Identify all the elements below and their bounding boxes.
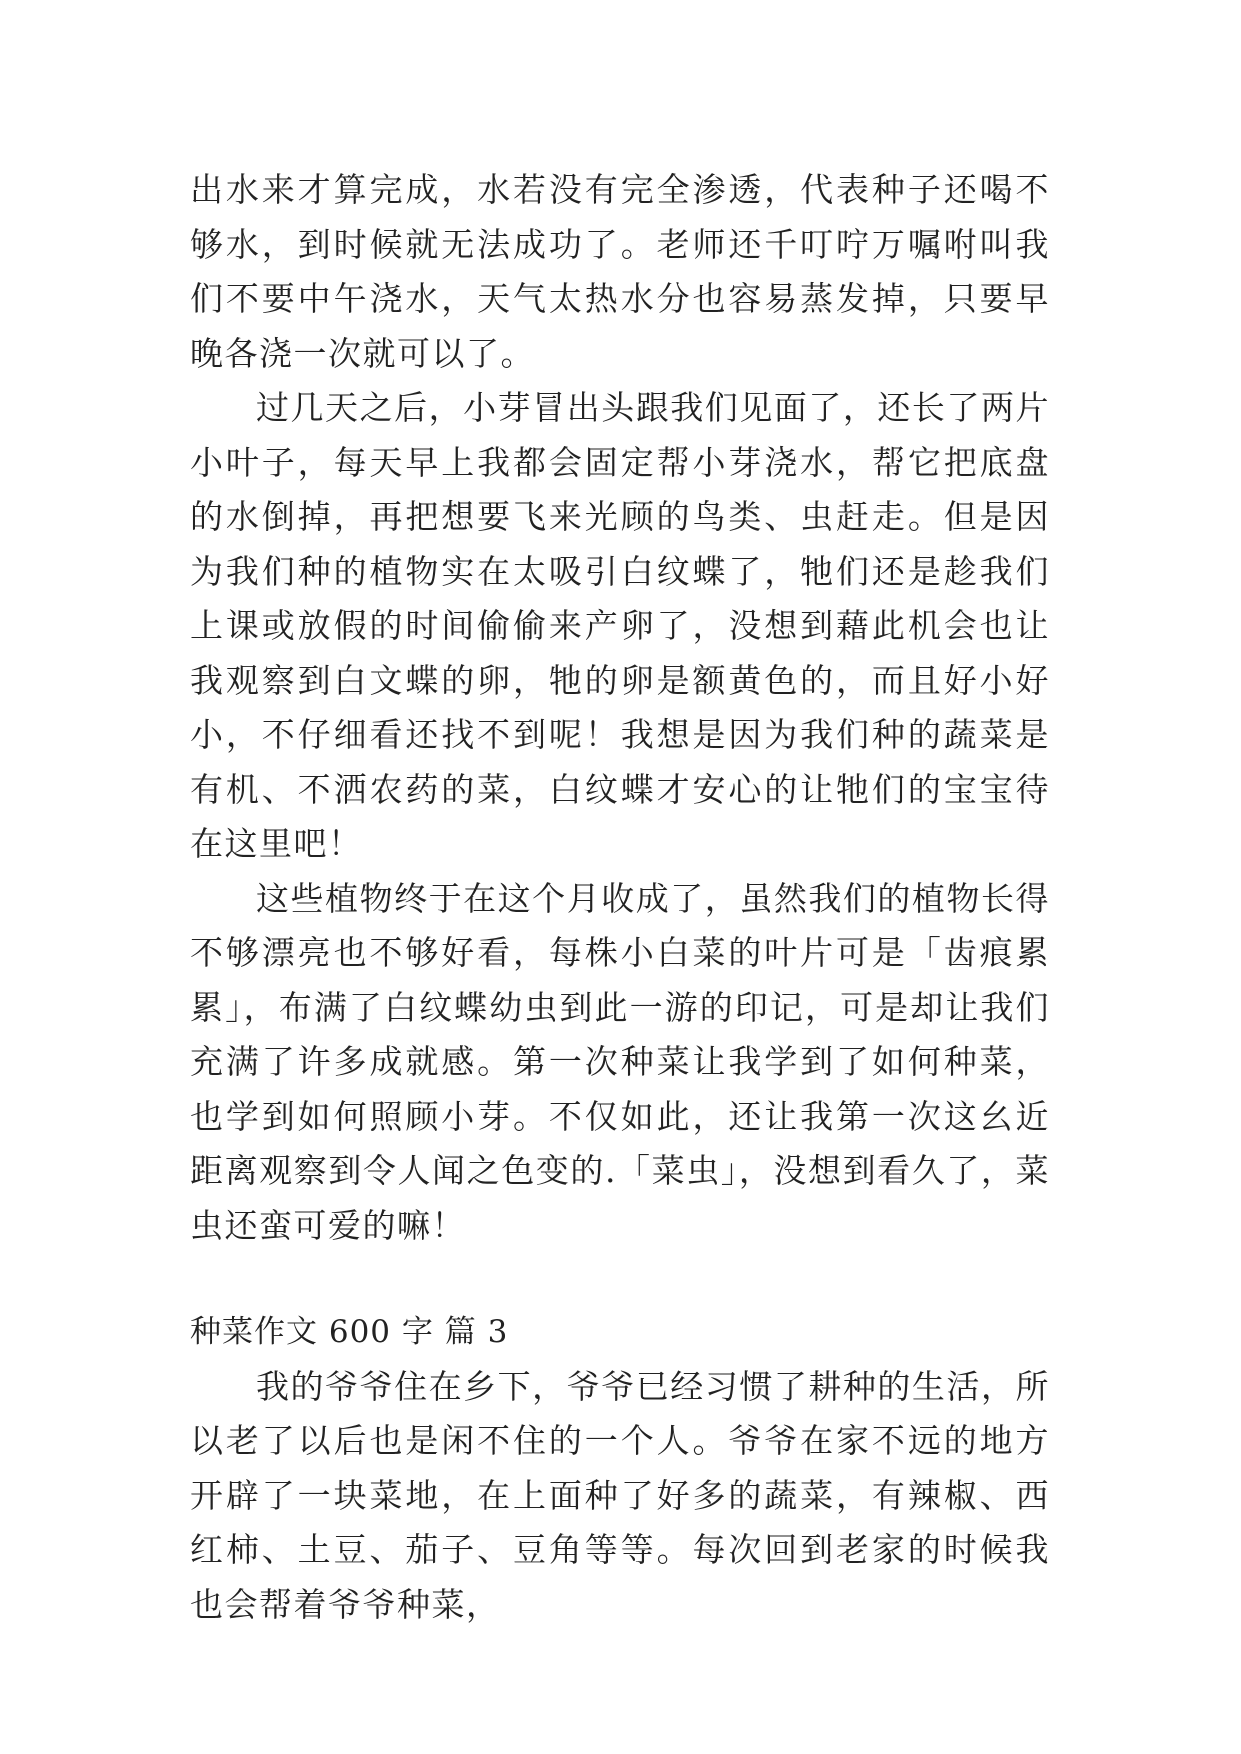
paragraph-grandpa: 我的爷爷住在乡下，爷爷已经习惯了耕种的生活，所以老了以后也是闲不住的一个人。爷爷在家不远的地方开辟了一块菜地，在上面种了好多的蔬菜，有辣椒、西红柿、土豆、茄子、豆角等等。每次回到老家的时候我也会帮着爷爷种菜，	[190, 1366, 1050, 1624]
document-body	[190, 163, 1050, 1632]
section-title: 种菜作文 600 字 篇 3	[190, 1314, 509, 1350]
paragraph-sprouts: 过几天之后，小芽冒出头跟我们见面了，还长了两片小叶子，每天早上我都会固定帮小芽浇水，帮它把底盘的水倒掉，再把想要飞来光顾的鸟类、虫赶走。但是因为我们种的植物实在太吸引白纹蝶了，牠们还是趁我们上课或放假的时间偷偷来产卵了，没想到藉此机会也让我观察到白文蝶的卵，牠的卵是额黄色的，而且好小好小，不仔细看还找不到呢！我想是因为我们种的蔬菜是有机、不洒农药的菜，白纹蝶才安心的让牠们的宝宝待在这里吧！	[190, 388, 1050, 863]
paragraph-harvest: 这些植物终于在这个月收成了，虽然我们的植物长得不够漂亮也不够好看，每株小白菜的叶片可是「齿痕累累」，布满了白纹蝶幼虫到此一游的印记，可是却让我们充满了许多成就感。第一次种菜让我学到了如何种菜，也学到如何照顾小芽。不仅如此，还让我第一次这幺近距离观察到令人闻之色变的.「菜虫」，没想到看久了，菜虫还蛮可爱的嘛！	[190, 878, 1050, 1245]
paragraph-continued: 出水来才算完成，水若没有完全渗透，代表种子还喝不够水，到时候就无法成功了。老师还千叮咛万嘱咐叫我们不要中午浇水，天气太热水分也容易蒸发掉，只要早晚各浇一次就可以了。	[190, 170, 1050, 373]
